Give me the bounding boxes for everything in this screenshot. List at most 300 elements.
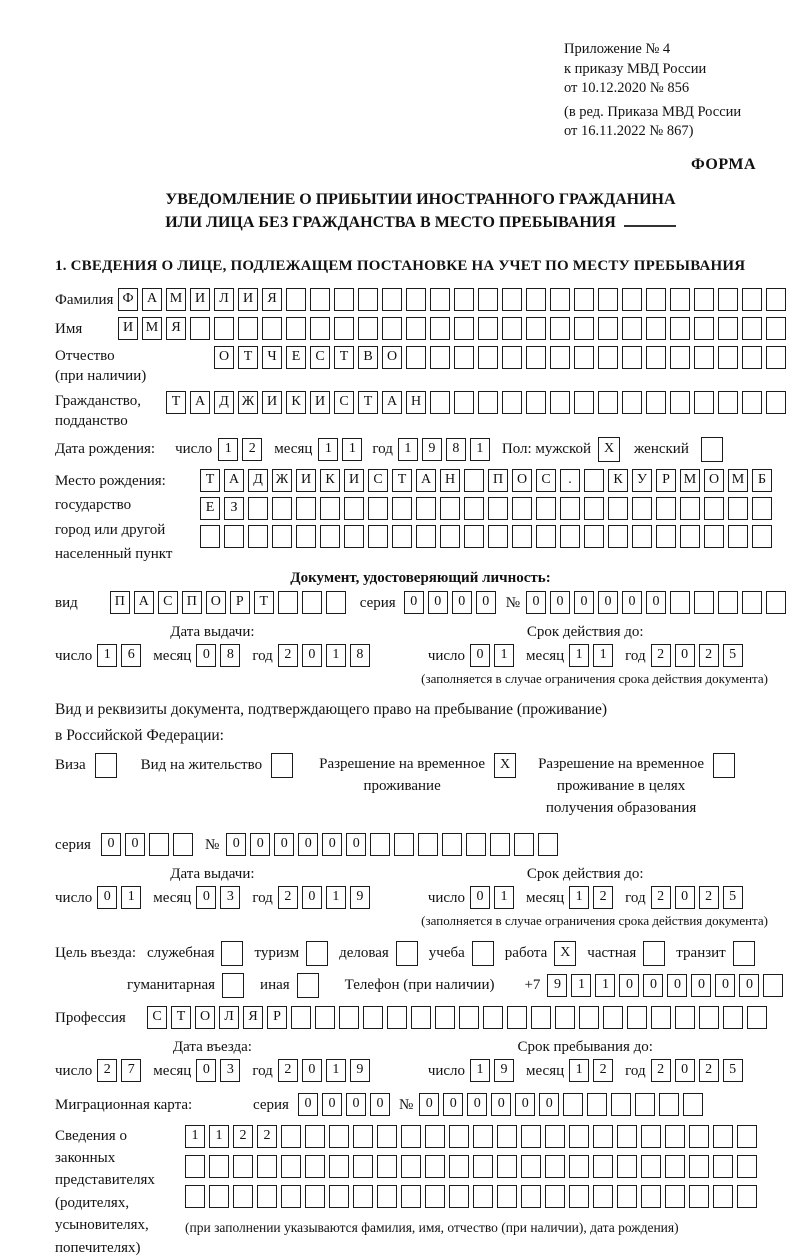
char-cell[interactable] xyxy=(209,1155,229,1178)
checkbox-cell[interactable]: X xyxy=(494,753,516,778)
char-cell[interactable] xyxy=(310,288,330,311)
char-cell[interactable] xyxy=(286,317,306,340)
checkbox-cell[interactable] xyxy=(95,753,117,778)
char-cell[interactable] xyxy=(310,317,330,340)
char-cell[interactable] xyxy=(641,1185,661,1208)
char-cell[interactable] xyxy=(622,391,642,414)
char-cell[interactable]: 0 xyxy=(452,591,472,614)
char-cell[interactable]: О xyxy=(206,591,226,614)
char-cell[interactable] xyxy=(713,1155,733,1178)
char-cell[interactable] xyxy=(358,317,378,340)
char-cell[interactable] xyxy=(464,469,484,492)
char-cell[interactable] xyxy=(521,1125,541,1148)
char-cell[interactable]: 5 xyxy=(723,1059,743,1082)
char-cell[interactable] xyxy=(497,1185,517,1208)
char-cell[interactable] xyxy=(584,525,604,548)
char-cell[interactable] xyxy=(488,525,508,548)
char-cell[interactable] xyxy=(334,317,354,340)
char-cell[interactable] xyxy=(680,497,700,520)
char-cell[interactable]: 0 xyxy=(622,591,642,614)
char-cell[interactable]: 9 xyxy=(494,1059,514,1082)
char-cell[interactable] xyxy=(665,1185,685,1208)
char-cell[interactable] xyxy=(302,591,322,614)
char-cell[interactable] xyxy=(718,391,738,414)
char-cell[interactable]: 0 xyxy=(443,1093,463,1116)
char-cell[interactable] xyxy=(526,346,546,369)
char-cell[interactable]: . xyxy=(560,469,580,492)
char-cell[interactable]: И xyxy=(262,391,282,414)
char-cell[interactable] xyxy=(512,497,532,520)
char-cell[interactable] xyxy=(526,391,546,414)
char-cell[interactable]: М xyxy=(142,317,162,340)
char-cell[interactable]: 0 xyxy=(101,833,121,856)
char-cell[interactable] xyxy=(262,317,282,340)
char-cell[interactable] xyxy=(563,1093,583,1116)
char-cell[interactable] xyxy=(272,525,292,548)
char-cell[interactable]: А xyxy=(142,288,162,311)
char-cell[interactable] xyxy=(248,497,268,520)
char-cell[interactable] xyxy=(675,1006,695,1029)
char-cell[interactable] xyxy=(555,1006,575,1029)
char-cell[interactable] xyxy=(579,1006,599,1029)
char-cell[interactable] xyxy=(502,288,522,311)
char-cell[interactable]: 8 xyxy=(446,438,466,461)
checkbox-cell[interactable] xyxy=(222,973,244,998)
checkbox-cell[interactable] xyxy=(306,941,328,966)
char-cell[interactable] xyxy=(497,1155,517,1178)
char-cell[interactable] xyxy=(766,346,786,369)
char-cell[interactable] xyxy=(742,391,762,414)
char-cell[interactable] xyxy=(185,1155,205,1178)
char-cell[interactable]: 0 xyxy=(739,974,759,997)
checkbox-cell[interactable] xyxy=(221,941,243,966)
char-cell[interactable]: 7 xyxy=(121,1059,141,1082)
char-cell[interactable] xyxy=(651,1006,671,1029)
char-cell[interactable] xyxy=(353,1125,373,1148)
char-cell[interactable]: Н xyxy=(406,391,426,414)
char-cell[interactable] xyxy=(598,391,618,414)
char-cell[interactable] xyxy=(550,288,570,311)
char-cell[interactable] xyxy=(377,1155,397,1178)
char-cell[interactable] xyxy=(512,525,532,548)
char-cell[interactable]: 0 xyxy=(598,591,618,614)
char-cell[interactable]: 1 xyxy=(326,644,346,667)
char-cell[interactable] xyxy=(430,346,450,369)
char-cell[interactable]: 1 xyxy=(326,886,346,909)
char-cell[interactable] xyxy=(368,525,388,548)
char-cell[interactable] xyxy=(670,591,690,614)
char-cell[interactable]: А xyxy=(416,469,436,492)
char-cell[interactable]: 1 xyxy=(318,438,338,461)
char-cell[interactable]: И xyxy=(238,288,258,311)
char-cell[interactable] xyxy=(718,288,738,311)
char-cell[interactable]: 0 xyxy=(476,591,496,614)
char-cell[interactable]: 0 xyxy=(619,974,639,997)
char-cell[interactable] xyxy=(291,1006,311,1029)
char-cell[interactable] xyxy=(728,525,748,548)
char-cell[interactable]: 0 xyxy=(346,1093,366,1116)
char-cell[interactable] xyxy=(507,1006,527,1029)
char-cell[interactable]: И xyxy=(310,391,330,414)
char-cell[interactable] xyxy=(416,497,436,520)
char-cell[interactable] xyxy=(766,391,786,414)
char-cell[interactable] xyxy=(550,317,570,340)
char-cell[interactable] xyxy=(502,317,522,340)
char-cell[interactable]: 1 xyxy=(218,438,238,461)
char-cell[interactable] xyxy=(406,346,426,369)
char-cell[interactable] xyxy=(574,288,594,311)
char-cell[interactable] xyxy=(521,1185,541,1208)
char-cell[interactable]: 0 xyxy=(667,974,687,997)
char-cell[interactable] xyxy=(425,1125,445,1148)
char-cell[interactable]: 0 xyxy=(250,833,270,856)
char-cell[interactable] xyxy=(449,1155,469,1178)
char-cell[interactable] xyxy=(339,1006,359,1029)
char-cell[interactable] xyxy=(632,525,652,548)
char-cell[interactable] xyxy=(665,1125,685,1148)
char-cell[interactable]: 1 xyxy=(342,438,362,461)
char-cell[interactable] xyxy=(478,391,498,414)
char-cell[interactable]: З xyxy=(224,497,244,520)
char-cell[interactable] xyxy=(411,1006,431,1029)
char-cell[interactable] xyxy=(656,497,676,520)
char-cell[interactable] xyxy=(584,497,604,520)
char-cell[interactable]: Д xyxy=(214,391,234,414)
char-cell[interactable]: 2 xyxy=(651,886,671,909)
char-cell[interactable] xyxy=(233,1185,253,1208)
checkbox-cell[interactable] xyxy=(643,941,665,966)
char-cell[interactable]: 1 xyxy=(593,644,613,667)
char-cell[interactable]: 3 xyxy=(220,886,240,909)
char-cell[interactable] xyxy=(694,288,714,311)
char-cell[interactable]: 0 xyxy=(470,644,490,667)
char-cell[interactable]: 0 xyxy=(322,1093,342,1116)
char-cell[interactable] xyxy=(368,497,388,520)
checkbox-cell[interactable] xyxy=(472,941,494,966)
char-cell[interactable]: 6 xyxy=(121,644,141,667)
char-cell[interactable]: М xyxy=(680,469,700,492)
char-cell[interactable] xyxy=(526,288,546,311)
char-cell[interactable] xyxy=(531,1006,551,1029)
char-cell[interactable]: Ж xyxy=(272,469,292,492)
char-cell[interactable] xyxy=(689,1125,709,1148)
char-cell[interactable] xyxy=(617,1125,637,1148)
char-cell[interactable]: 9 xyxy=(547,974,567,997)
char-cell[interactable] xyxy=(478,288,498,311)
char-cell[interactable]: Р xyxy=(267,1006,287,1029)
char-cell[interactable] xyxy=(593,1125,613,1148)
char-cell[interactable]: 8 xyxy=(220,644,240,667)
char-cell[interactable] xyxy=(281,1125,301,1148)
char-cell[interactable] xyxy=(737,1185,757,1208)
char-cell[interactable]: Д xyxy=(248,469,268,492)
char-cell[interactable]: 0 xyxy=(196,886,216,909)
char-cell[interactable]: 1 xyxy=(595,974,615,997)
char-cell[interactable] xyxy=(454,288,474,311)
char-cell[interactable] xyxy=(440,525,460,548)
char-cell[interactable] xyxy=(665,1155,685,1178)
char-cell[interactable]: 1 xyxy=(569,886,589,909)
char-cell[interactable]: С xyxy=(334,391,354,414)
char-cell[interactable] xyxy=(587,1093,607,1116)
char-cell[interactable]: 1 xyxy=(569,1059,589,1082)
char-cell[interactable] xyxy=(694,591,714,614)
char-cell[interactable] xyxy=(763,974,783,997)
char-cell[interactable]: 2 xyxy=(651,644,671,667)
char-cell[interactable] xyxy=(473,1155,493,1178)
char-cell[interactable] xyxy=(737,1125,757,1148)
char-cell[interactable]: О xyxy=(512,469,532,492)
checkbox-cell[interactable] xyxy=(701,437,723,462)
char-cell[interactable]: Т xyxy=(358,391,378,414)
char-cell[interactable]: П xyxy=(488,469,508,492)
char-cell[interactable]: И xyxy=(190,288,210,311)
char-cell[interactable] xyxy=(454,346,474,369)
char-cell[interactable]: 1 xyxy=(470,438,490,461)
char-cell[interactable] xyxy=(483,1006,503,1029)
char-cell[interactable]: 8 xyxy=(350,644,370,667)
char-cell[interactable]: 1 xyxy=(494,886,514,909)
char-cell[interactable] xyxy=(370,833,390,856)
char-cell[interactable] xyxy=(656,525,676,548)
char-cell[interactable] xyxy=(305,1185,325,1208)
char-cell[interactable]: 2 xyxy=(699,644,719,667)
char-cell[interactable] xyxy=(358,288,378,311)
char-cell[interactable]: 0 xyxy=(196,1059,216,1082)
checkbox-cell[interactable] xyxy=(297,973,319,998)
char-cell[interactable]: 0 xyxy=(470,886,490,909)
char-cell[interactable] xyxy=(497,1125,517,1148)
char-cell[interactable]: 5 xyxy=(723,644,743,667)
char-cell[interactable] xyxy=(742,317,762,340)
char-cell[interactable]: Т xyxy=(171,1006,191,1029)
char-cell[interactable] xyxy=(387,1006,407,1029)
char-cell[interactable]: 2 xyxy=(593,1059,613,1082)
char-cell[interactable] xyxy=(430,391,450,414)
char-cell[interactable] xyxy=(344,525,364,548)
char-cell[interactable] xyxy=(401,1125,421,1148)
char-cell[interactable] xyxy=(464,525,484,548)
char-cell[interactable] xyxy=(611,1093,631,1116)
char-cell[interactable]: 0 xyxy=(302,886,322,909)
char-cell[interactable] xyxy=(257,1155,277,1178)
char-cell[interactable] xyxy=(329,1155,349,1178)
char-cell[interactable] xyxy=(326,591,346,614)
char-cell[interactable] xyxy=(670,391,690,414)
char-cell[interactable]: А xyxy=(134,591,154,614)
char-cell[interactable] xyxy=(646,317,666,340)
char-cell[interactable]: 0 xyxy=(298,1093,318,1116)
char-cell[interactable] xyxy=(550,391,570,414)
char-cell[interactable]: 1 xyxy=(121,886,141,909)
char-cell[interactable]: 1 xyxy=(185,1125,205,1148)
char-cell[interactable]: И xyxy=(118,317,138,340)
char-cell[interactable]: О xyxy=(195,1006,215,1029)
char-cell[interactable] xyxy=(329,1125,349,1148)
char-cell[interactable]: Я xyxy=(166,317,186,340)
char-cell[interactable] xyxy=(752,525,772,548)
char-cell[interactable]: 0 xyxy=(539,1093,559,1116)
char-cell[interactable]: 0 xyxy=(715,974,735,997)
char-cell[interactable]: К xyxy=(286,391,306,414)
char-cell[interactable] xyxy=(704,525,724,548)
char-cell[interactable] xyxy=(296,525,316,548)
char-cell[interactable]: 1 xyxy=(398,438,418,461)
char-cell[interactable]: Р xyxy=(230,591,250,614)
checkbox-cell[interactable] xyxy=(713,753,735,778)
char-cell[interactable] xyxy=(689,1185,709,1208)
char-cell[interactable]: И xyxy=(344,469,364,492)
char-cell[interactable]: 0 xyxy=(125,833,145,856)
char-cell[interactable]: 1 xyxy=(326,1059,346,1082)
char-cell[interactable] xyxy=(305,1155,325,1178)
char-cell[interactable]: 9 xyxy=(350,1059,370,1082)
char-cell[interactable]: 1 xyxy=(494,644,514,667)
char-cell[interactable]: 0 xyxy=(491,1093,511,1116)
char-cell[interactable] xyxy=(401,1155,421,1178)
char-cell[interactable] xyxy=(392,525,412,548)
char-cell[interactable]: 0 xyxy=(646,591,666,614)
char-cell[interactable] xyxy=(514,833,534,856)
char-cell[interactable] xyxy=(392,497,412,520)
char-cell[interactable] xyxy=(545,1155,565,1178)
char-cell[interactable]: 2 xyxy=(242,438,262,461)
char-cell[interactable] xyxy=(718,591,738,614)
char-cell[interactable] xyxy=(329,1185,349,1208)
char-cell[interactable]: 0 xyxy=(226,833,246,856)
char-cell[interactable] xyxy=(363,1006,383,1029)
char-cell[interactable] xyxy=(286,288,306,311)
char-cell[interactable]: К xyxy=(608,469,628,492)
char-cell[interactable]: В xyxy=(358,346,378,369)
char-cell[interactable] xyxy=(257,1185,277,1208)
char-cell[interactable]: 3 xyxy=(220,1059,240,1082)
char-cell[interactable] xyxy=(718,317,738,340)
char-cell[interactable]: С xyxy=(310,346,330,369)
char-cell[interactable] xyxy=(449,1185,469,1208)
char-cell[interactable]: 2 xyxy=(651,1059,671,1082)
char-cell[interactable] xyxy=(598,288,618,311)
char-cell[interactable] xyxy=(550,346,570,369)
char-cell[interactable] xyxy=(569,1125,589,1148)
char-cell[interactable] xyxy=(593,1185,613,1208)
char-cell[interactable]: 0 xyxy=(419,1093,439,1116)
char-cell[interactable] xyxy=(425,1185,445,1208)
char-cell[interactable]: 9 xyxy=(422,438,442,461)
char-cell[interactable] xyxy=(536,525,556,548)
char-cell[interactable]: 1 xyxy=(470,1059,490,1082)
char-cell[interactable] xyxy=(670,346,690,369)
char-cell[interactable] xyxy=(622,317,642,340)
checkbox-cell[interactable] xyxy=(396,941,418,966)
char-cell[interactable]: 0 xyxy=(643,974,663,997)
char-cell[interactable] xyxy=(214,317,234,340)
char-cell[interactable]: У xyxy=(632,469,652,492)
char-cell[interactable]: Р xyxy=(656,469,676,492)
char-cell[interactable] xyxy=(617,1185,637,1208)
char-cell[interactable] xyxy=(320,525,340,548)
char-cell[interactable]: 0 xyxy=(370,1093,390,1116)
char-cell[interactable] xyxy=(185,1185,205,1208)
char-cell[interactable]: Ф xyxy=(118,288,138,311)
char-cell[interactable] xyxy=(608,525,628,548)
char-cell[interactable] xyxy=(646,346,666,369)
char-cell[interactable] xyxy=(353,1155,373,1178)
char-cell[interactable]: 2 xyxy=(257,1125,277,1148)
char-cell[interactable]: М xyxy=(166,288,186,311)
char-cell[interactable] xyxy=(545,1185,565,1208)
char-cell[interactable] xyxy=(728,497,748,520)
char-cell[interactable]: П xyxy=(110,591,130,614)
char-cell[interactable] xyxy=(747,1006,767,1029)
char-cell[interactable] xyxy=(416,525,436,548)
char-cell[interactable] xyxy=(466,833,486,856)
char-cell[interactable] xyxy=(617,1155,637,1178)
char-cell[interactable]: С xyxy=(536,469,556,492)
char-cell[interactable] xyxy=(459,1006,479,1029)
char-cell[interactable] xyxy=(281,1185,301,1208)
char-cell[interactable] xyxy=(699,1006,719,1029)
char-cell[interactable]: 9 xyxy=(350,886,370,909)
char-cell[interactable] xyxy=(694,317,714,340)
char-cell[interactable]: С xyxy=(158,591,178,614)
char-cell[interactable] xyxy=(209,1185,229,1208)
char-cell[interactable]: Л xyxy=(214,288,234,311)
char-cell[interactable]: 0 xyxy=(346,833,366,856)
char-cell[interactable] xyxy=(272,497,292,520)
char-cell[interactable] xyxy=(401,1185,421,1208)
char-cell[interactable] xyxy=(670,317,690,340)
char-cell[interactable]: О xyxy=(704,469,724,492)
char-cell[interactable] xyxy=(635,1093,655,1116)
char-cell[interactable]: 0 xyxy=(675,644,695,667)
char-cell[interactable]: 0 xyxy=(302,644,322,667)
char-cell[interactable]: 0 xyxy=(274,833,294,856)
char-cell[interactable] xyxy=(454,317,474,340)
char-cell[interactable]: Я xyxy=(262,288,282,311)
char-cell[interactable]: И xyxy=(296,469,316,492)
char-cell[interactable] xyxy=(694,346,714,369)
char-cell[interactable]: 0 xyxy=(428,591,448,614)
char-cell[interactable] xyxy=(353,1185,373,1208)
char-cell[interactable] xyxy=(598,317,618,340)
char-cell[interactable] xyxy=(608,497,628,520)
char-cell[interactable]: Т xyxy=(254,591,274,614)
char-cell[interactable] xyxy=(502,346,522,369)
char-cell[interactable] xyxy=(627,1006,647,1029)
char-cell[interactable] xyxy=(278,591,298,614)
char-cell[interactable] xyxy=(584,469,604,492)
char-cell[interactable]: 2 xyxy=(233,1125,253,1148)
char-cell[interactable]: 0 xyxy=(515,1093,535,1116)
char-cell[interactable]: Л xyxy=(219,1006,239,1029)
checkbox-cell[interactable] xyxy=(733,941,755,966)
char-cell[interactable] xyxy=(224,525,244,548)
char-cell[interactable] xyxy=(430,288,450,311)
char-cell[interactable] xyxy=(248,525,268,548)
char-cell[interactable]: М xyxy=(728,469,748,492)
char-cell[interactable]: Т xyxy=(334,346,354,369)
char-cell[interactable] xyxy=(464,497,484,520)
char-cell[interactable] xyxy=(545,1125,565,1148)
char-cell[interactable] xyxy=(449,1125,469,1148)
char-cell[interactable]: 0 xyxy=(302,1059,322,1082)
char-cell[interactable] xyxy=(320,497,340,520)
char-cell[interactable] xyxy=(718,346,738,369)
char-cell[interactable]: 0 xyxy=(404,591,424,614)
char-cell[interactable] xyxy=(737,1155,757,1178)
char-cell[interactable] xyxy=(603,1006,623,1029)
